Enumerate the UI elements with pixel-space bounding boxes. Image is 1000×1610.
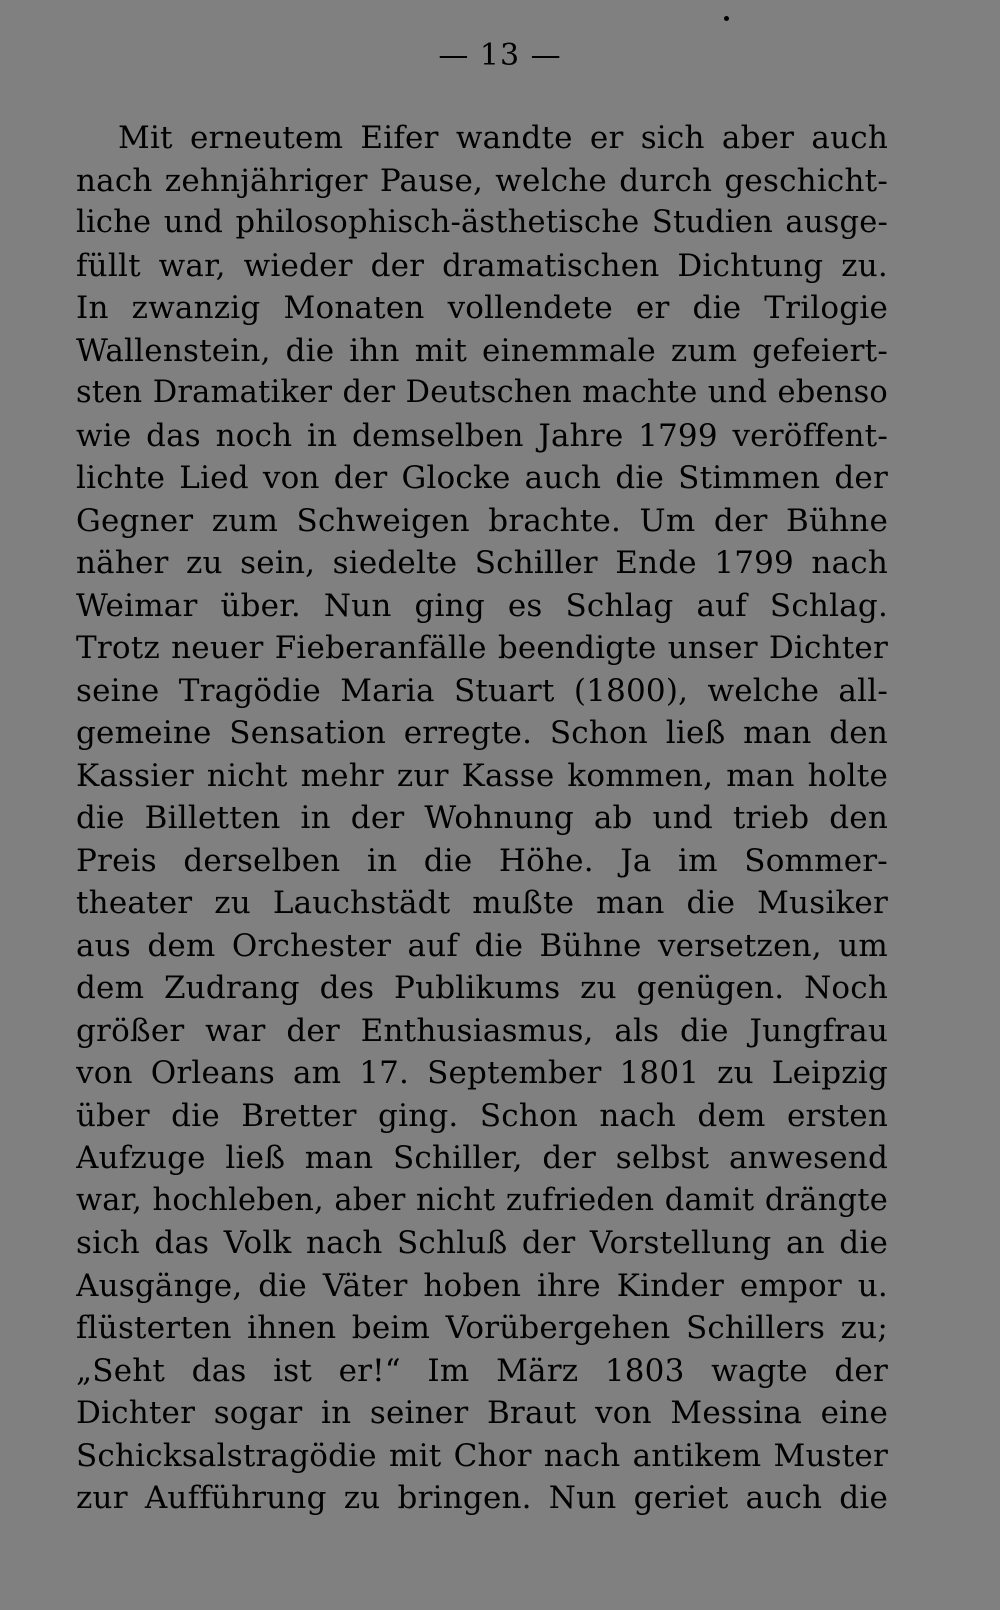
text-line: füllt war, wieder der dramatischen Dichtung zu.	[76, 247, 888, 284]
ink-speck	[724, 16, 729, 21]
text-line: war, hochleben, aber nicht zufrieden damit drängte	[76, 1182, 888, 1218]
text-line: Wallenstein, die ihn mit einemmale zum gefeiert-	[76, 332, 888, 369]
text-line: näher zu sein, siedelte Schiller Ende 1799 nach	[76, 545, 888, 581]
text-line: dem Zudrang des Publikums zu genügen. Noch	[76, 970, 888, 1006]
text-line: aus dem Orchester auf die Bühne versetzen, um	[76, 927, 888, 964]
text-line: über die Bretter ging. Schon nach dem ersten	[76, 1097, 888, 1134]
text-line: zur Aufführung zu bringen. Nun geriet auch die	[76, 1480, 888, 1516]
text-line: In zwanzig Monaten vollendete er die Trilogie	[76, 290, 888, 326]
text-line: Aufzuge ließ man Schiller, der selbst anwesend	[76, 1140, 888, 1176]
text-line: Mit erneutem Eifer wandte er sich aber auch	[118, 120, 888, 156]
text-line: gemeine Sensation erregte. Schon ließ man den	[76, 715, 888, 751]
text-line: Weimar über. Nun ging es Schlag auf Schlag.	[76, 587, 888, 624]
text-line: von Orleans am 17. September 1801 zu Leipzig	[76, 1055, 888, 1091]
text-line: größer war der Enthusiasmus, als die Jungfrau	[76, 1012, 888, 1049]
text-line: die Billetten in der Wohnung ab und trieb den	[76, 800, 888, 836]
text-line: Dichter sogar in seiner Braut von Messina eine	[76, 1395, 888, 1431]
text-line: Schicksalstragödie mit Chor nach antikem Muster	[76, 1437, 888, 1474]
text-line: Ausgänge, die Väter hoben ihre Kinder empor u.	[76, 1267, 888, 1304]
body-text	[76, 117, 888, 1520]
text-line: Gegner zum Schweigen brachte. Um der Bühne	[76, 502, 888, 539]
text-line: nach zehnjähriger Pause, welche durch geschicht-	[76, 162, 888, 199]
text-line: flüsterten ihnen beim Vorübergehen Schillers zu;	[76, 1310, 888, 1346]
text-line: sich das Volk nach Schluß der Vorstellung an die	[76, 1225, 888, 1261]
text-line: „Seht das ist er!“ Im März 1803 wagte der	[76, 1352, 888, 1389]
text-line: Trotz neuer Fieberanfälle beendigte unser Dichter	[76, 630, 888, 666]
text-line: lichte Lied von der Glocke auch die Stimmen der	[76, 460, 888, 496]
text-line: wie das noch in demselben Jahre 1799 veröffent-	[76, 417, 888, 454]
text-line: Preis derselben in die Höhe. Ja im Sommer-	[76, 842, 888, 879]
text-line: Kassier nicht mehr zur Kasse kommen, man holte	[76, 757, 888, 794]
text-line: seine Tragödie Maria Stuart (1800), welche all-	[76, 672, 888, 709]
text-line: theater zu Lauchstädt mußte man die Musiker	[76, 885, 888, 921]
text-line: liche und philosophisch-ästhetische Studien ausge-	[76, 205, 888, 240]
page-number: — 13 —	[438, 38, 562, 73]
text-line: sten Dramatiker der Deutschen machte und ebenso	[76, 375, 888, 410]
